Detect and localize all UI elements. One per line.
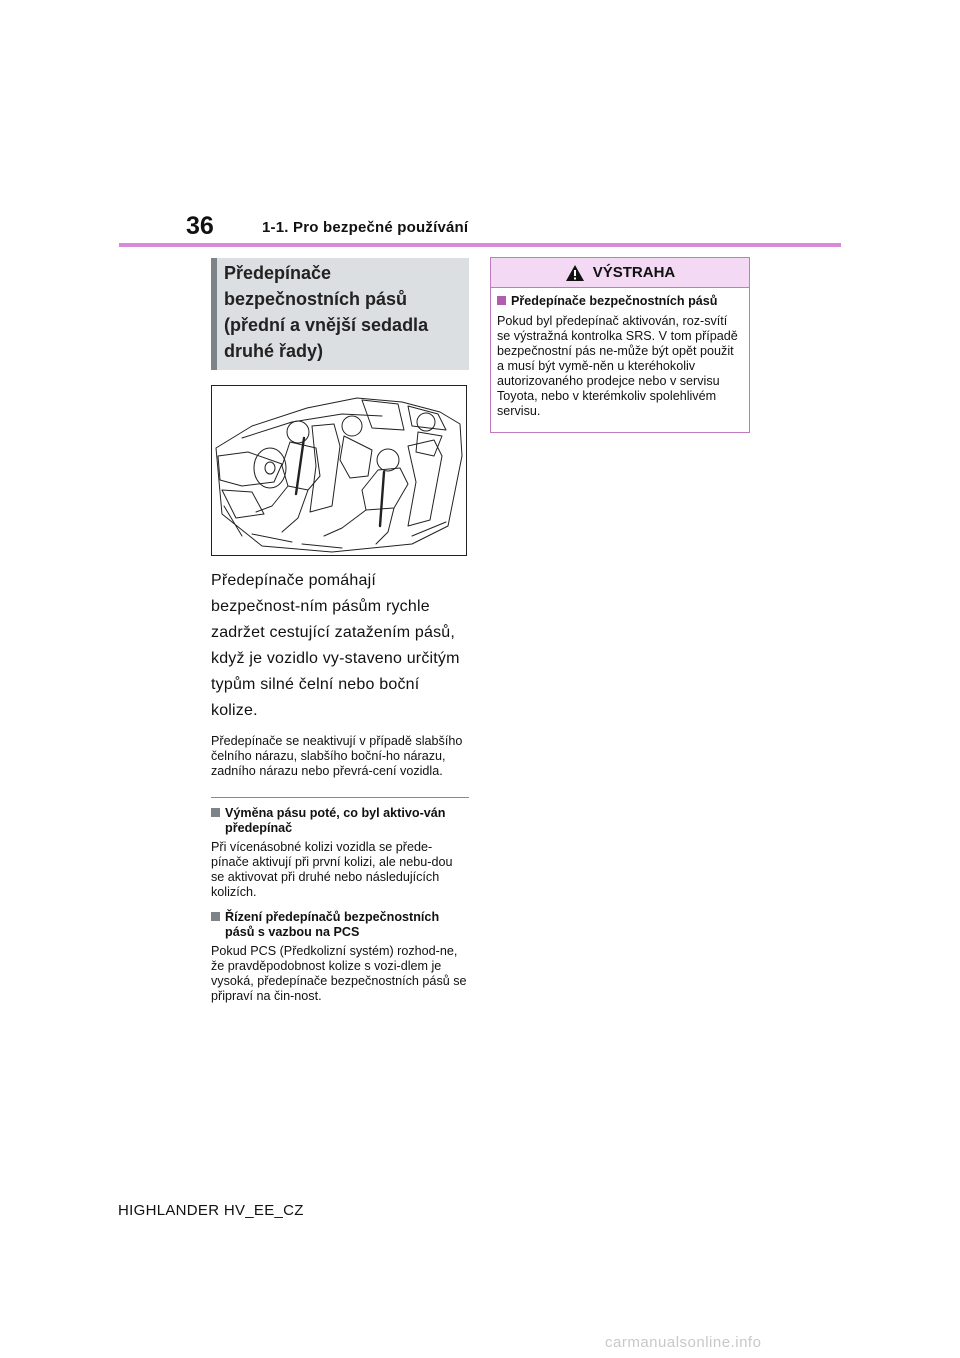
warning-title: VÝSTRAHA: [592, 264, 676, 281]
topic-title: Předepínače bezpečnostních pásů (přední a vnější sedadla druhé řady): [211, 258, 469, 370]
section-header: 1-1. Pro bezpečné používání: [262, 219, 469, 236]
header-divider: [119, 243, 841, 247]
warning-subheading-text: Předepínače bezpečnostních pásů: [511, 294, 718, 308]
warning-box: [490, 257, 750, 433]
page-number: 36: [186, 212, 214, 240]
model-footer: HIGHLANDER HV_EE_CZ: [118, 1202, 304, 1219]
warning-body: Pokud byl předepínač aktivován, roz-svítí se výstražná kontrolka SRS. V tom případě bezpečnostní pás ne-může být opět použit a musí být vymě-něn u kteréhokoliv autorizovaného prodejce nebo v servisu Toyota, nebo v kterémkoliv spolehlivém servisu.: [497, 314, 738, 418]
subheading-body: Při vícenásobné kolizi vozidla se přede-pínače aktivují při první kolizi, ale nebu-dou se aktivovat při druhé nebo následujících kolizích.: [211, 840, 453, 899]
subheading-text: Výměna pásu poté, co byl aktivo-ván předepínač: [225, 806, 446, 835]
note-paragraph: Předepínače se neaktivují v případě slabšího čelního nárazu, slabšího boční-ho nárazu, zadního nárazu nebo převrá-cení vozidla.: [211, 734, 463, 778]
subheading-pcs-control: [211, 910, 469, 940]
warning-subheading: [497, 294, 743, 309]
square-bullet-icon: [497, 296, 506, 305]
watermark: carmanualsonline.info: [605, 1334, 762, 1351]
square-bullet-icon: [211, 912, 220, 921]
subheading-body: Pokud PCS (Předkolizní systém) rozhod-ne, že pravděpodobnost kolize s vozi-dlem je vysoká, předepínače bezpečnostních pásů se připraví na čin-nost.: [211, 944, 467, 1003]
pretensioner-diagram-icon: [212, 386, 466, 555]
lead-paragraph: Předepínače pomáhají bezpečnost-ním pásům rychle zadržet cestující zatažením pásů, když je vozidlo vy-staveno určitým typům silné čelní nebo boční kolize.: [211, 572, 460, 719]
subheading-text: Řízení předepínačů bezpečnostních pásů s vazbou na PCS: [225, 910, 440, 939]
main-column: [211, 258, 469, 1004]
warning-triangle-icon: [565, 264, 585, 282]
square-bullet-icon: [211, 808, 220, 817]
warning-header: [491, 258, 749, 288]
section-divider: [211, 797, 469, 798]
subheading-belt-replacement: [211, 806, 469, 836]
car-interior-illustration: [211, 385, 467, 556]
